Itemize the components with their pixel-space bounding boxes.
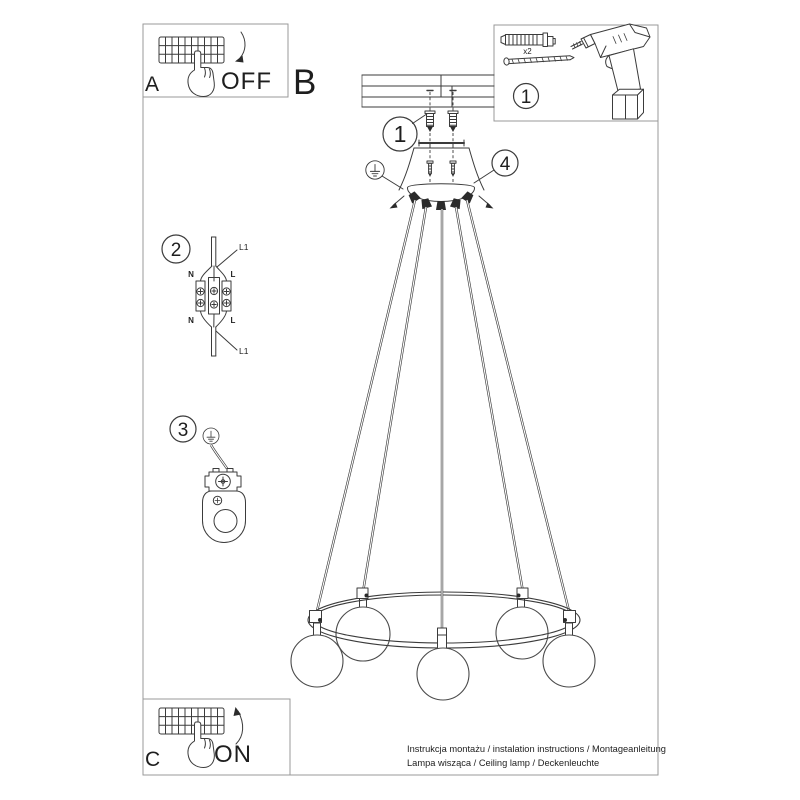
step-circle-canopy: [474, 150, 518, 183]
label-l-top: L: [230, 270, 236, 279]
footer-caption: [407, 744, 666, 768]
canopy-screw-right: [450, 161, 456, 177]
step-number: 2: [170, 240, 182, 261]
switch-bank-icon: [159, 708, 224, 734]
step-number: 1: [520, 87, 532, 108]
plug-quantity: x2: [523, 47, 532, 56]
ground-terminal: [205, 469, 241, 492]
step-circle-wiring: [162, 235, 190, 263]
wall-plug-icon: [501, 33, 555, 47]
ring-clamp: [357, 588, 369, 599]
ring-clamp: [310, 611, 323, 623]
panel-a: [145, 32, 272, 97]
hardware-contents: [501, 24, 650, 119]
globe-stem: [566, 623, 573, 636]
step-number: 4: [499, 154, 511, 175]
center-fitting: [438, 628, 447, 649]
step-circle-holes: [383, 114, 428, 152]
footer-line2: Lampa wisząca / Ceiling lamp / Deckenleuchte: [407, 758, 600, 768]
arrow-down-icon: [235, 32, 245, 63]
glass-globe-back-right: [496, 607, 548, 659]
terminal-screws: [197, 287, 230, 308]
drill-icon: [571, 24, 650, 119]
spread-arrow-left: [390, 196, 405, 209]
section-label: B: [293, 63, 317, 102]
label-l-bottom: L: [230, 316, 236, 325]
step-circle-ground: [170, 416, 196, 442]
step-circle-hardware: [514, 84, 539, 109]
panel-c-label: C: [145, 748, 161, 771]
globe-stem: [314, 623, 321, 636]
anchor-screw-left: [425, 92, 435, 142]
ring-clamp: [517, 588, 529, 599]
mounting-bracket: [203, 491, 246, 543]
panel-c: [145, 707, 252, 771]
ceiling-drawing: [362, 75, 494, 107]
step-number: 1: [393, 121, 407, 147]
spread-arrow-right: [479, 196, 494, 209]
panel-a-label: A: [145, 73, 160, 96]
ground-icon: [203, 428, 219, 444]
switch-bank-icon: [159, 37, 224, 63]
glass-globe-left: [291, 635, 343, 687]
ring-clamp: [563, 611, 576, 623]
glass-globe-right: [543, 635, 595, 687]
screw-icon: [504, 56, 574, 66]
label-l1-top: L1: [239, 242, 249, 252]
ground-connection-diagram: [170, 416, 246, 543]
anchor-screw-right: [448, 92, 458, 142]
arrow-up-icon: [234, 707, 243, 744]
step-number: 3: [177, 420, 189, 441]
glass-globe-center: [417, 648, 469, 700]
label-n-bottom: N: [188, 316, 194, 325]
panel-a-state: OFF: [221, 68, 272, 95]
wiring-diagram: [162, 235, 249, 356]
ground-icon: [366, 161, 403, 189]
canopy-screw-left: [427, 161, 433, 177]
label-l1-bottom: L1: [239, 346, 249, 356]
panel-c-state: ON: [214, 741, 252, 768]
label-n-top: N: [188, 270, 194, 279]
footer-line1: Instrukcja montażu / instalation instructions / Montageanleitung: [407, 744, 666, 754]
pendant-ring-assembly: [291, 209, 595, 700]
